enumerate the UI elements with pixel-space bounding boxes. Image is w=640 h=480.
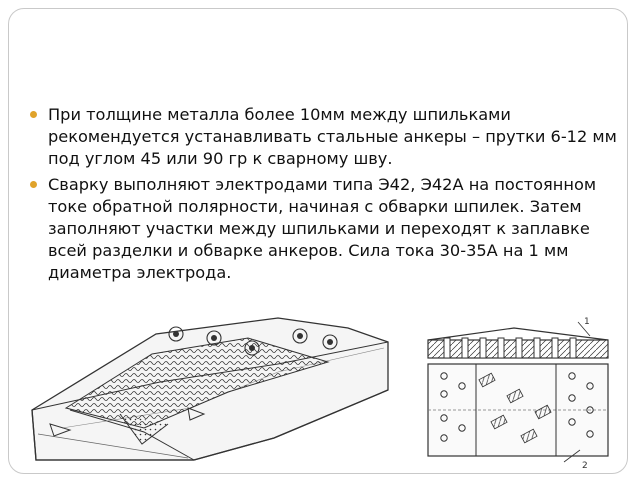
stud-circle [327, 339, 333, 345]
bullet-item-anchors [30, 104, 630, 170]
bullet-dot-icon [30, 111, 37, 118]
bullet-text-welding: Сварку выполняют электродами типа Э42, Э42А на постоянном токе обратной полярности, начиная с обварки шпилек. Затем заполняют участки между шпильками и переходят к заплавке всей разделки и обварке анкеров. Сила тока 30-35А на 1 мм диаметра электрода. [48, 175, 597, 282]
callout-label-1: 1 [584, 317, 590, 327]
bullet-list [30, 104, 630, 288]
stud-circle [249, 345, 255, 351]
callout-label-2: 2 [582, 461, 588, 471]
weld-plan-figure [422, 314, 612, 472]
bullet-text-anchors: При толщине металла более 10мм между шпильками рекомендуется устанавливать стальные анкеры – прутки 6-12 мм под углом 45 или 90 гр к сварному шву. [48, 105, 617, 168]
weld-isometric-figure [28, 312, 390, 462]
stud-circle [173, 331, 179, 337]
stud-circle [297, 333, 303, 339]
stud-circle [211, 335, 217, 341]
bullet-item-welding [30, 174, 630, 284]
bullet-dot-icon [30, 181, 37, 188]
